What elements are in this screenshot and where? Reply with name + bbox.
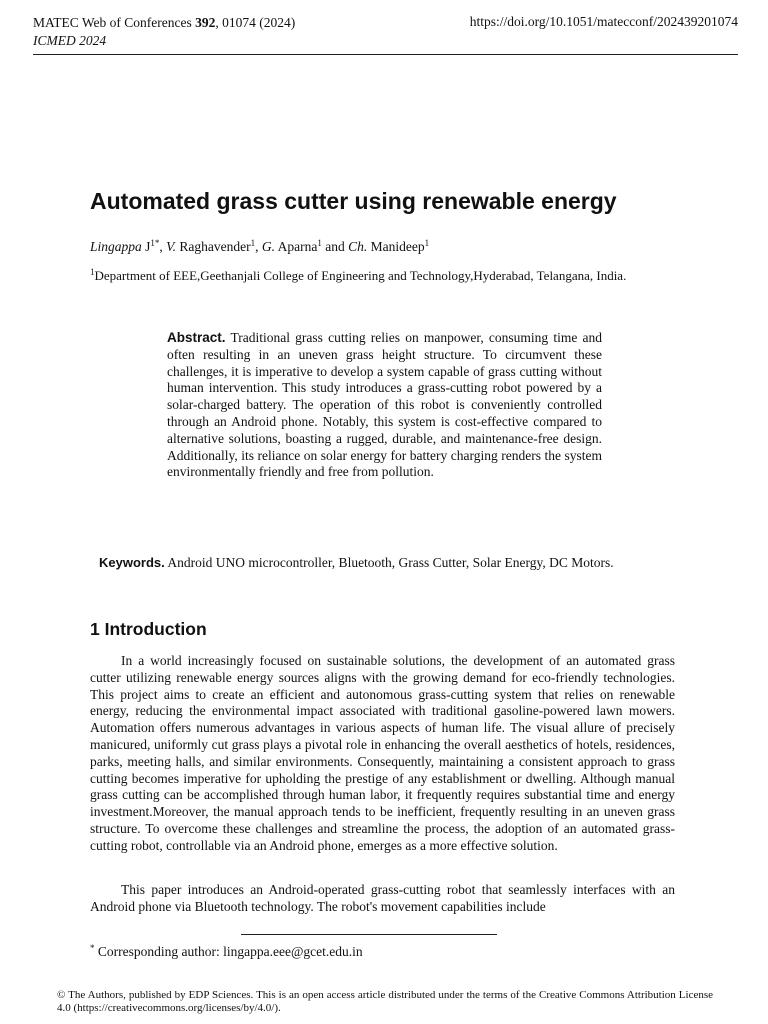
journal-name: MATEC Web of Conferences	[33, 15, 192, 30]
footnote-mark: *	[90, 943, 95, 953]
footnote	[90, 943, 363, 960]
affiliation-mark: 1	[90, 267, 95, 277]
conference-name: ICMED 2024	[33, 33, 107, 48]
abstract-label: Abstract.	[167, 330, 226, 345]
author-given-name: G.	[261, 239, 276, 254]
keywords	[99, 554, 679, 571]
author-family-name: Aparna	[277, 239, 318, 254]
paper-title: Automated grass cutter using renewable energy	[90, 188, 617, 214]
author-affiliation-mark: 1*	[150, 238, 160, 248]
author-separator: ,	[159, 239, 167, 254]
author-family-name: Raghavender	[179, 239, 251, 254]
author-affiliation-mark: 1	[317, 238, 322, 248]
author-given-name: V.	[166, 239, 177, 254]
author-affiliation-mark: 1	[250, 238, 256, 248]
header-divider	[33, 54, 738, 55]
footnote-divider	[241, 934, 497, 935]
abstract	[167, 330, 602, 481]
article-number-year: , 01074 (2024)	[215, 15, 296, 30]
author-separator: and	[321, 239, 349, 254]
body-paragraph: In a world increasingly focused on sustainable solutions, the development of an automated grass cutter utilizing renewable energy sources aligns with the growing demand for eco-friendly technologies. This project aims to create an efficient and autonomous grass-cutting system that relies on renewable energy, reducing the environmental impact associated with traditional gasoline-powered lawn mowers. Automation offers numerous advantages in various aspects of human life. The visual allure of precisely manicured, uniformly cut grass plays a pivotal role in enhancing the overall aesthetics of hotels, residences, parks, meeting halls, and similar environments. Consequently, maintaining a consistent approach to grass cutting becomes imperative for upholding the prestige of any establishment or dwelling. Although manual grass cutting can be accomplished through human labor, it frequently requires substantial time and energy investment.Moreover, the manual approach tends to be inefficient, frequently resulting in an uneven grass structure. To overcome these challenges and streamline the process, the adoption of an automated grass-cutting robot, controllable via an Android phone, emerges as a more effective solution.	[90, 653, 675, 853]
keywords-label: Keywords.	[99, 555, 165, 570]
affiliation-text: Department of EEE,Geethanjali College of Engineering and Technology,Hyderabad, Telangana, India.	[94, 268, 627, 283]
doi-link[interactable]: https://doi.org/10.1051/matecconf/202439201074	[469, 14, 738, 29]
body-paragraph: This paper introduces an Android-operated grass-cutting robot that seamlessly interfaces with an Android phone via Bluetooth technology. The robot's movement capabilities include	[90, 882, 675, 914]
author-given-name: Lingappa	[90, 239, 142, 254]
affiliation	[90, 264, 690, 284]
footnote-text: Corresponding author: lingappa.eee@gcet.edu.in	[94, 944, 363, 959]
license-notice: © The Authors, published by EDP Sciences. This is an open access article distributed under the terms of the Creative Commons Attribution License 4.0 (https://creativecommons.org/licenses/by/4.0/).	[57, 989, 713, 1014]
keywords-text: Android UNO microcontroller, Bluetooth, Grass Cutter, Solar Energy, DC Motors.	[167, 555, 614, 570]
abstract-text: Traditional grass cutting relies on manpower, consuming time and often resulting in an uneven grass height structure. To circumvent these challenges, it is imperative to develop a system capable of grass cutting without human intervention. This study introduces a grass-cutting robot powered by a solar-charged battery. The operation of this robot is conveniently controlled through an Android phone. Notably, this system is cost-effective compared to alternative solutions, boasting a rugged, durable, and maintenance-free design. Additionally, its reliance on solar energy for battery charging renders the system environmentally friendly and free from pollution.	[167, 330, 602, 480]
journal-volume: 392	[195, 15, 216, 30]
section-heading: 1 Introduction	[90, 619, 207, 639]
author-given-name: Ch.	[348, 239, 368, 254]
author-list	[90, 238, 429, 255]
author-family-name: J	[145, 239, 151, 254]
author-separator: ,	[255, 239, 262, 254]
running-header-journal	[33, 14, 295, 32]
author-affiliation-mark: 1	[424, 238, 430, 248]
author-family-name: Manideep	[370, 239, 425, 254]
